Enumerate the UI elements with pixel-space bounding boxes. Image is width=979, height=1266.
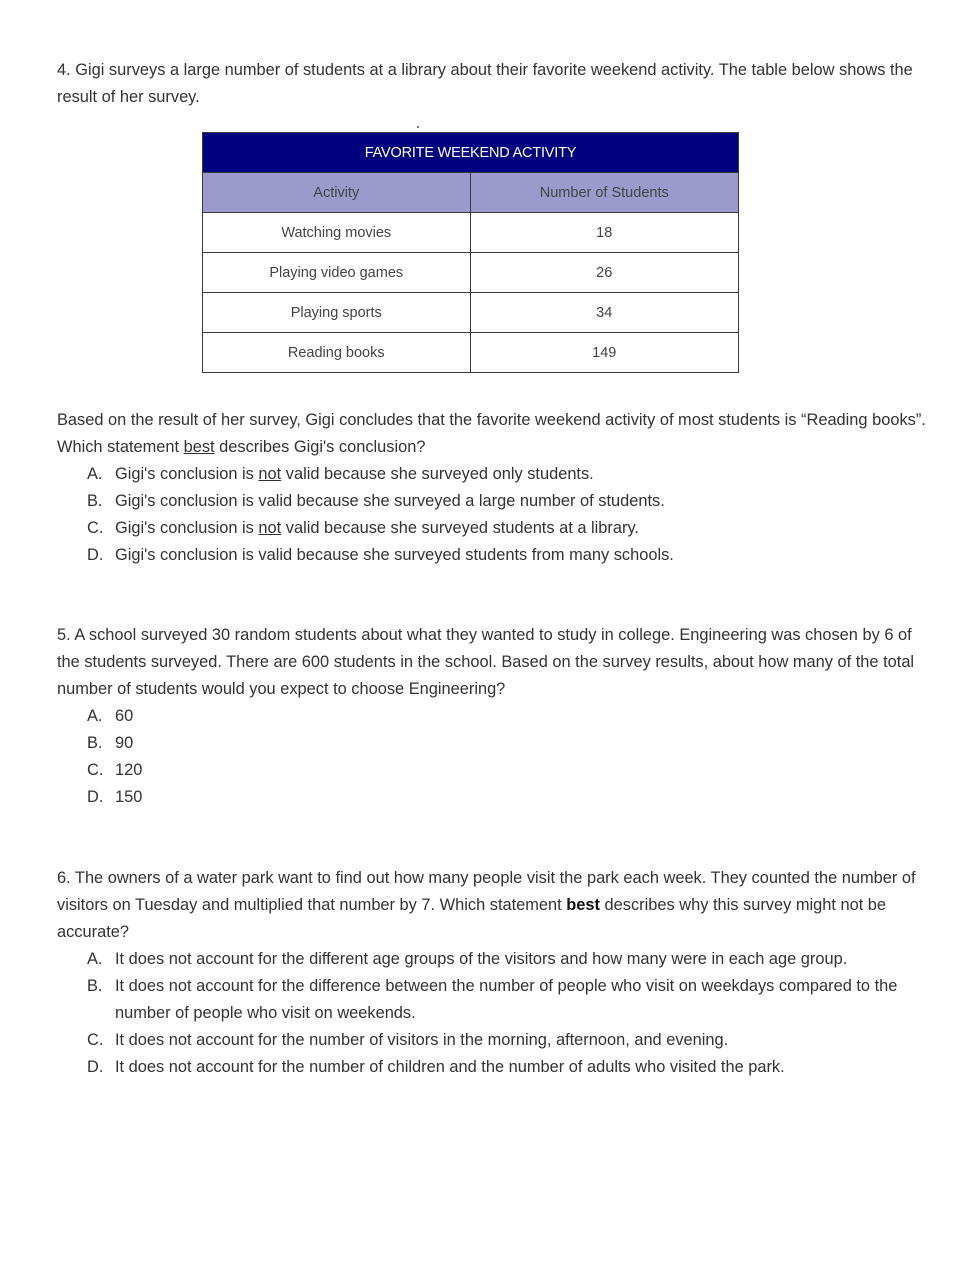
choice-text: Gigi's conclusion is valid because she surveyed a large number of students.: [115, 492, 665, 510]
question-6-prompt: [57, 865, 927, 946]
count-cell: 18: [470, 213, 739, 253]
question-4-followup: [57, 407, 927, 461]
choice-letter: C.: [87, 1031, 104, 1049]
choice-text: 120: [115, 761, 143, 779]
question-6-block: [57, 865, 927, 1081]
column-header-activity: Activity: [203, 173, 471, 213]
count-cell: 149: [470, 333, 739, 373]
table-row: [203, 213, 739, 253]
choice-a[interactable]: [57, 461, 927, 488]
choice-text: It does not account for the number of children and the number of adults who visited the park.: [115, 1058, 785, 1076]
choice-emphasis: not: [258, 465, 282, 483]
survey-table: [202, 132, 739, 373]
choice-text: It does not account for the number of visitors in the morning, afternoon, and evening.: [115, 1031, 729, 1049]
activity-cell: Playing video games: [203, 253, 471, 293]
table-title-row: [203, 133, 739, 173]
table-title: FAVORITE WEEKEND ACTIVITY: [203, 133, 739, 173]
choice-text: 90: [115, 734, 134, 752]
choice-letter: D.: [87, 788, 104, 806]
stray-dot: [417, 126, 419, 128]
column-header-count: Number of Students: [470, 173, 739, 213]
choice-text: It does not account for the different age groups of the visitors and how many were in each age group.: [115, 950, 848, 968]
choice-text: 150: [115, 788, 143, 806]
choice-b[interactable]: [57, 488, 927, 515]
prompt-text: 6. The owners of a water park want to find out how many people visit the park each week. They counted the number of visitors on Tuesday and multiplied that number by 7. Which statement: [57, 869, 916, 914]
question-4-prompt: 4. Gigi surveys a large number of students at a library about their favorite weekend activity. The table below shows the result of her survey.: [57, 61, 913, 106]
survey-table-container: [202, 132, 739, 373]
question-5-block: [57, 622, 927, 811]
choice-d[interactable]: [57, 542, 927, 569]
choice-text: It does not account for the difference between the number of people who visit on weekdays compared to the number of people who visit on weekends.: [115, 977, 898, 1022]
choice-b[interactable]: [57, 973, 927, 1027]
choice-a[interactable]: [57, 703, 927, 730]
prompt-emphasis: best: [566, 896, 600, 914]
activity-cell: Watching movies: [203, 213, 471, 253]
choice-c[interactable]: [57, 1027, 927, 1054]
choice-emphasis: not: [258, 519, 282, 537]
activity-cell: Playing sports: [203, 293, 471, 333]
activity-cell: Reading books: [203, 333, 471, 373]
choice-c[interactable]: [57, 757, 927, 784]
table-header-row: [203, 173, 739, 213]
followup-text-end: describes Gigi's conclusion?: [214, 438, 426, 456]
choice-letter: B.: [87, 734, 103, 752]
question-5-prompt: 5. A school surveyed 30 random students about what they wanted to study in college. Engineering was chosen by 6 of the students surveyed. There are 600 students in the school. Based on the survey results, about how many of the total number of students would you expect to choose Engineering?: [57, 626, 915, 698]
choice-letter: A.: [87, 465, 103, 483]
choice-text-end: valid because she surveyed only students.: [281, 465, 594, 483]
choice-letter: C.: [87, 519, 104, 537]
question-4-choices: [57, 461, 927, 569]
question-4-followup-block: [57, 407, 927, 569]
choice-d[interactable]: [57, 1054, 927, 1081]
count-cell: 26: [470, 253, 739, 293]
choice-text: Gigi's conclusion is: [115, 465, 259, 483]
choice-text: Gigi's conclusion is valid because she surveyed students from many schools.: [115, 546, 674, 564]
count-cell: 34: [470, 293, 739, 333]
choice-text: Gigi's conclusion is: [115, 519, 259, 537]
choice-a[interactable]: [57, 946, 927, 973]
choice-letter: B.: [87, 492, 103, 510]
followup-emphasis: best: [183, 438, 215, 456]
choice-letter: D.: [87, 546, 104, 564]
choice-letter: C.: [87, 761, 104, 779]
prompt-text-end: describes why this survey might not be accurate?: [57, 896, 887, 941]
choice-d[interactable]: [57, 784, 927, 811]
choice-c[interactable]: [57, 515, 927, 542]
choice-letter: A.: [87, 950, 103, 968]
question-6-choices: [57, 946, 927, 1081]
choice-text-end: valid because she surveyed students at a library.: [281, 519, 639, 537]
choice-text: 60: [115, 707, 134, 725]
question-5-choices: [57, 703, 927, 811]
choice-letter: A.: [87, 707, 103, 725]
followup-text: Based on the result of her survey, Gigi concludes that the favorite weekend activity of most students is “Reading books”. Which statement: [57, 411, 926, 456]
table-row: [203, 253, 739, 293]
table-row: [203, 293, 739, 333]
choice-letter: B.: [87, 977, 103, 995]
choice-b[interactable]: [57, 730, 927, 757]
table-row: [203, 333, 739, 373]
choice-letter: D.: [87, 1058, 104, 1076]
